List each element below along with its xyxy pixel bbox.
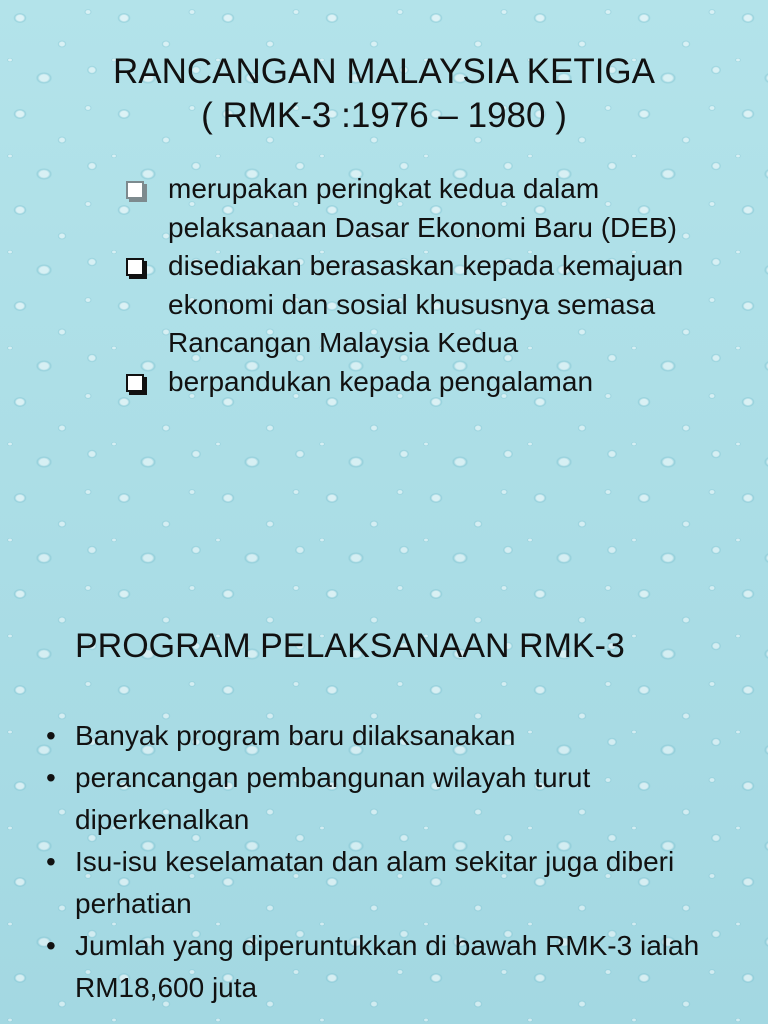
bullet-icon: • [46, 930, 56, 961]
list-item [46, 715, 746, 757]
slide2-title: PROGRAM PELAKSANAAN RMK-3 [75, 627, 625, 665]
slide1-title-line2: ( RMK-3 :1976 – 1980 ) [201, 96, 567, 135]
slide1-title [0, 50, 768, 138]
checkbox-icon [126, 181, 144, 199]
list-item-text: Banyak program baru dilaksanakan [75, 720, 516, 751]
slide2-bullet-list [46, 715, 746, 1009]
checklist-item [124, 170, 744, 247]
checklist-item [124, 247, 744, 363]
checklist-item [124, 363, 744, 402]
bullet-icon: • [46, 846, 56, 877]
slide1-checklist [124, 170, 744, 401]
list-item [46, 841, 746, 925]
bullet-icon: • [46, 720, 56, 751]
checklist-item-text: merupakan peringkat kedua dalam pelaksanaan Dasar Ekonomi Baru (DEB) [168, 173, 677, 243]
list-item-text: perancangan pembangunan wilayah turut diperkenalkan [75, 762, 591, 835]
list-item [46, 925, 746, 1009]
bullet-icon: • [46, 762, 56, 793]
checklist-item-text: berpandukan kepada pengalaman [168, 365, 594, 397]
checkbox-icon [126, 374, 144, 392]
checkbox-icon [126, 258, 144, 276]
list-item [46, 757, 746, 841]
slide1-title-line1: RANCANGAN MALAYSIA KETIGA [113, 52, 655, 91]
list-item-text: Jumlah yang diperuntukkan di bawah RMK-3 ialah RM18,600 juta [75, 930, 700, 1003]
checklist-item-text: disediakan berasaskan kepada kemajuan ekonomi dan sosial khususnya semasa Rancangan Malaysia Kedua [168, 250, 684, 358]
list-item-text: Isu-isu keselamatan dan alam sekitar juga diberi perhatian [75, 846, 675, 919]
